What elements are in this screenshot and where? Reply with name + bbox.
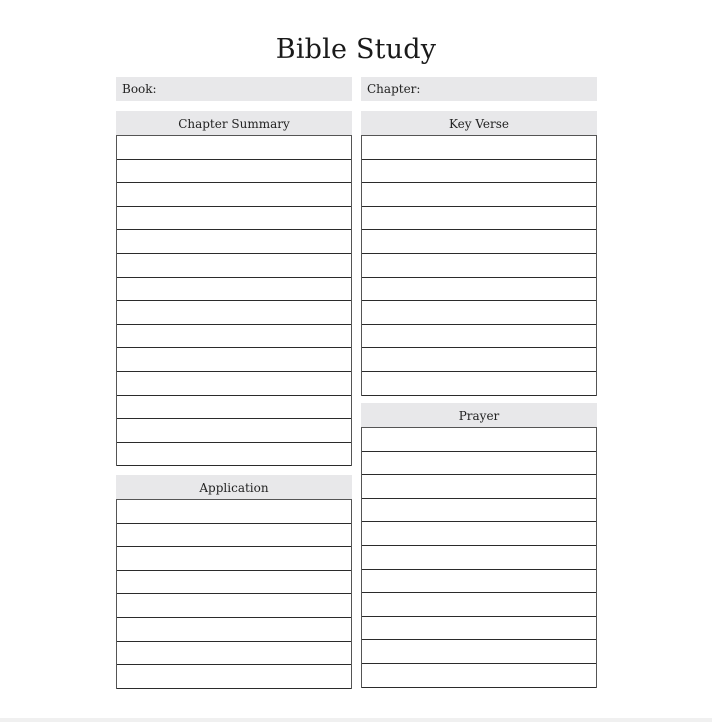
writing-line[interactable] bbox=[117, 136, 351, 160]
writing-line[interactable] bbox=[362, 254, 596, 278]
writing-line[interactable] bbox=[117, 325, 351, 349]
writing-line[interactable] bbox=[117, 160, 351, 184]
prayer-header: Prayer bbox=[361, 403, 597, 427]
writing-line[interactable] bbox=[117, 207, 351, 231]
application-header: Application bbox=[116, 475, 352, 499]
page-bottom-edge bbox=[0, 718, 712, 722]
chapter-label: Chapter: bbox=[367, 82, 421, 96]
book-label: Book: bbox=[122, 82, 157, 96]
writing-line[interactable] bbox=[117, 183, 351, 207]
writing-line[interactable] bbox=[362, 428, 596, 452]
key-verse-lines[interactable] bbox=[361, 135, 597, 396]
writing-line[interactable] bbox=[117, 301, 351, 325]
writing-line[interactable] bbox=[117, 524, 351, 548]
writing-line[interactable] bbox=[117, 278, 351, 302]
key-verse-header: Key Verse bbox=[361, 111, 597, 135]
writing-line[interactable] bbox=[117, 642, 351, 666]
prayer-lines[interactable] bbox=[361, 427, 597, 688]
prayer-section bbox=[361, 403, 597, 688]
writing-line[interactable] bbox=[362, 160, 596, 184]
writing-line[interactable] bbox=[362, 372, 596, 396]
writing-line[interactable] bbox=[362, 475, 596, 499]
writing-line[interactable] bbox=[362, 325, 596, 349]
writing-line[interactable] bbox=[117, 443, 351, 467]
writing-line[interactable] bbox=[117, 571, 351, 595]
writing-line[interactable] bbox=[362, 207, 596, 231]
writing-line[interactable] bbox=[117, 254, 351, 278]
chapter-summary-lines[interactable] bbox=[116, 135, 352, 466]
writing-line[interactable] bbox=[117, 419, 351, 443]
writing-line[interactable] bbox=[362, 522, 596, 546]
writing-line[interactable] bbox=[362, 452, 596, 476]
writing-line[interactable] bbox=[117, 372, 351, 396]
writing-line[interactable] bbox=[117, 665, 351, 689]
writing-line[interactable] bbox=[362, 278, 596, 302]
writing-line[interactable] bbox=[117, 594, 351, 618]
chapter-summary-header: Chapter Summary bbox=[116, 111, 352, 135]
writing-line[interactable] bbox=[362, 348, 596, 372]
writing-line[interactable] bbox=[362, 230, 596, 254]
writing-line[interactable] bbox=[362, 301, 596, 325]
writing-line[interactable] bbox=[117, 618, 351, 642]
writing-line[interactable] bbox=[362, 570, 596, 594]
writing-line[interactable] bbox=[362, 499, 596, 523]
chapter-field[interactable] bbox=[361, 77, 597, 101]
writing-line[interactable] bbox=[362, 183, 596, 207]
writing-line[interactable] bbox=[362, 546, 596, 570]
writing-line[interactable] bbox=[362, 640, 596, 664]
application-lines[interactable] bbox=[116, 499, 352, 689]
writing-line[interactable] bbox=[362, 136, 596, 160]
application-section bbox=[116, 475, 352, 689]
chapter-summary-section bbox=[116, 111, 352, 466]
writing-line[interactable] bbox=[362, 617, 596, 641]
writing-line[interactable] bbox=[362, 593, 596, 617]
writing-line[interactable] bbox=[117, 547, 351, 571]
key-verse-section bbox=[361, 111, 597, 396]
writing-line[interactable] bbox=[362, 664, 596, 688]
book-field[interactable] bbox=[116, 77, 352, 101]
page-title: Bible Study bbox=[275, 34, 437, 65]
writing-line[interactable] bbox=[117, 348, 351, 372]
writing-line[interactable] bbox=[117, 396, 351, 420]
writing-line[interactable] bbox=[117, 500, 351, 524]
writing-line[interactable] bbox=[117, 230, 351, 254]
